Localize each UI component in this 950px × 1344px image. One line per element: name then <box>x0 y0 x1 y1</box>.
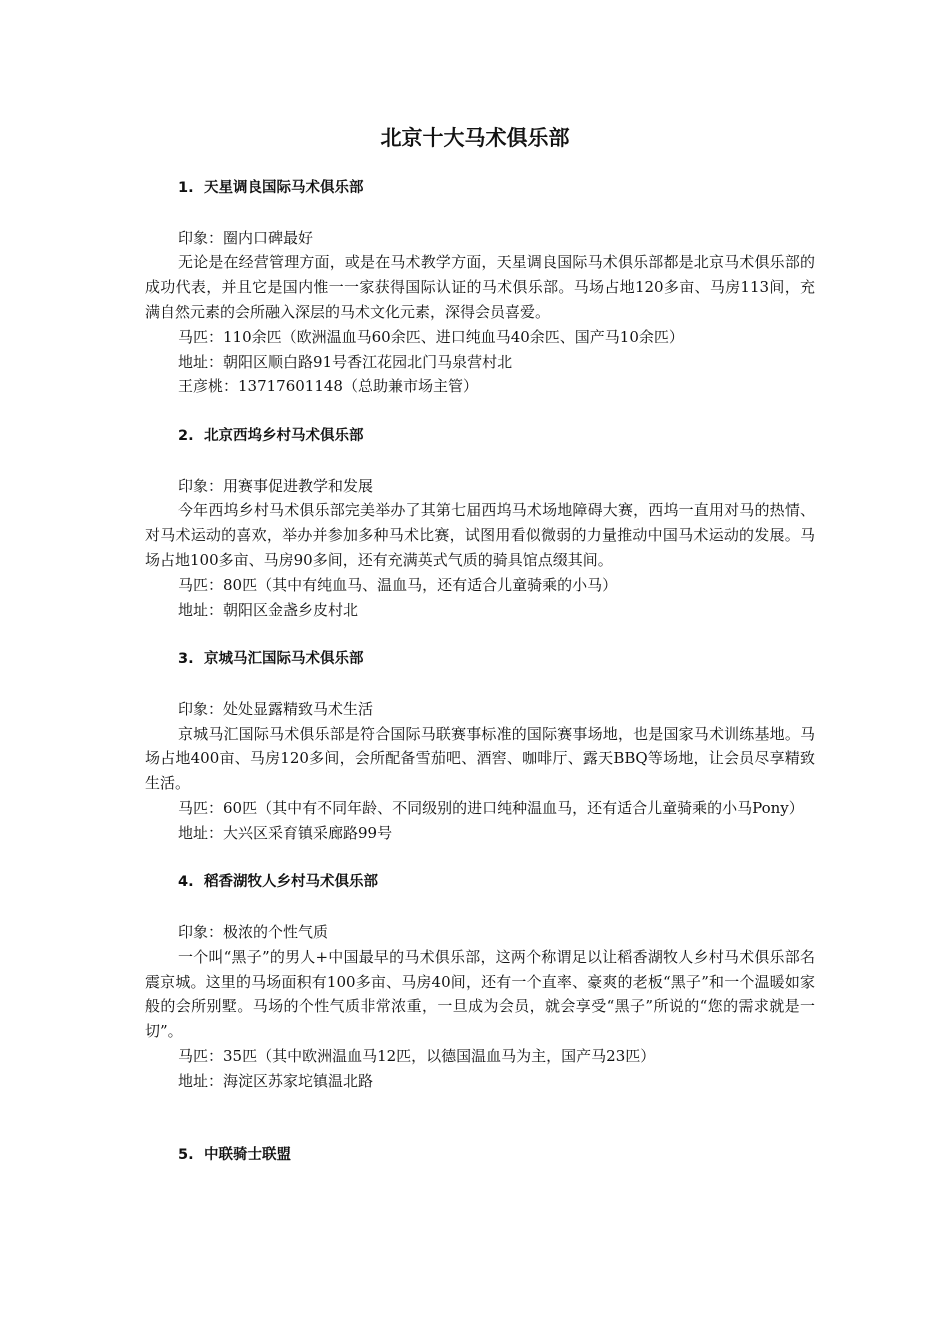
club-heading <box>145 424 815 449</box>
club-name: 稻香湖牧人乡村马术俱乐部 <box>204 874 378 891</box>
club-number: 4. <box>178 874 194 891</box>
spacer <box>145 622 815 647</box>
club-section-2 <box>145 424 815 622</box>
spacer <box>145 399 815 424</box>
club-heading <box>145 176 815 201</box>
club-heading <box>145 1143 815 1168</box>
club-number: 5. <box>178 1147 194 1164</box>
club-horses: 马匹：35匹（其中欧洲温血马12匹，以德国温血马为主，国产马23匹） <box>178 1046 656 1065</box>
club-number: 2. <box>178 427 194 444</box>
club-section-4 <box>145 870 815 1093</box>
club-section-1 <box>145 176 815 399</box>
club-impression: 印象：用赛事促进教学和发展 <box>178 476 374 495</box>
club-name: 京城马汇国际马术俱乐部 <box>204 651 364 668</box>
club-description: 京城马汇国际马术俱乐部是符合国际马联赛事标准的国际赛事场地，也是国家马术训练基地。马场占地400亩、马房120多间，会所配备雪茄吧、酒窖、咖啡厅、露天BBQ等场地，让会员尽享精致生活。 <box>145 724 815 793</box>
club-impression: 印象：圈内口碑最好 <box>178 228 314 247</box>
club-heading <box>145 647 815 672</box>
club-description: 无论是在经营管理方面，或是在马术教学方面，天星调良国际马术俱乐部都是北京马术俱乐部的成功代表，并且它是国内惟一一家获得国际认证的马术俱乐部。马场占地120多亩、马房113间，充满自然元素的会所融入深层的马术文化元素，深得会员喜爱。 <box>145 253 815 321</box>
club-description: 一个叫“黑子”的男人+中国最早的马术俱乐部，这两个称谓足以让稻香湖牧人乡村马术俱乐部名震京城。这里的马场面积有100多亩、马房40间，还有一个直率、豪爽的老板“黑子”和一个温暖如家般的会所别墅。马场的个性气质非常浓重，一旦成为会员，就会享受“黑子”所说的“您的需求就是一切”。 <box>145 947 815 1041</box>
club-horses: 马匹：60匹（其中有不同年龄、不同级别的进口纯种温血马，还有适合儿童骑乘的小马Pony） <box>178 798 804 817</box>
club-name: 中联骑士联盟 <box>204 1147 291 1164</box>
club-horses: 马匹：80匹（其中有纯血马、温血马，还有适合儿童骑乘的小马） <box>178 575 618 594</box>
club-name: 北京西坞乡村马术俱乐部 <box>204 427 364 444</box>
club-impression: 印象：处处显露精致马术生活 <box>178 699 374 718</box>
document-title: 北京十大马术俱乐部 <box>380 126 570 150</box>
club-address: 地址：朝阳区金盏乡皮村北 <box>178 600 359 619</box>
club-heading <box>145 870 815 895</box>
club-number: 1. <box>178 180 194 196</box>
club-section-3 <box>145 647 815 845</box>
club-address: 地址：海淀区苏家坨镇温北路 <box>178 1071 374 1090</box>
document-body <box>145 176 815 1193</box>
spacer <box>145 1093 815 1143</box>
club-name: 天星调良国际马术俱乐部 <box>204 180 364 196</box>
club-address: 地址：大兴区采育镇采廊路99号 <box>178 823 393 842</box>
club-section-5 <box>145 1143 815 1168</box>
club-description: 今年西坞乡村马术俱乐部完美举办了其第七届西坞马术场地障碍大赛，西坞一直用对马的热情、对马术运动的喜欢，举办并参加多种马术比赛，试图用看似微弱的力量推动中国马术运动的发展。马场占地100多亩、马房90多间，还有充满英式气质的骑具馆点缀其间。 <box>145 501 815 569</box>
club-impression: 印象：极浓的个性气质 <box>178 922 329 941</box>
club-horses: 马匹：110余匹（欧洲温血马60余匹、进口纯血马40余匹、国产马10余匹） <box>178 327 684 346</box>
club-address: 地址：朝阳区顺白路91号香江花园北门马泉营村北 <box>178 352 513 371</box>
spacer <box>145 846 815 871</box>
club-number: 3. <box>178 651 194 668</box>
club-contact: 王彦桃：13717601148（总助兼市场主管） <box>178 377 478 396</box>
